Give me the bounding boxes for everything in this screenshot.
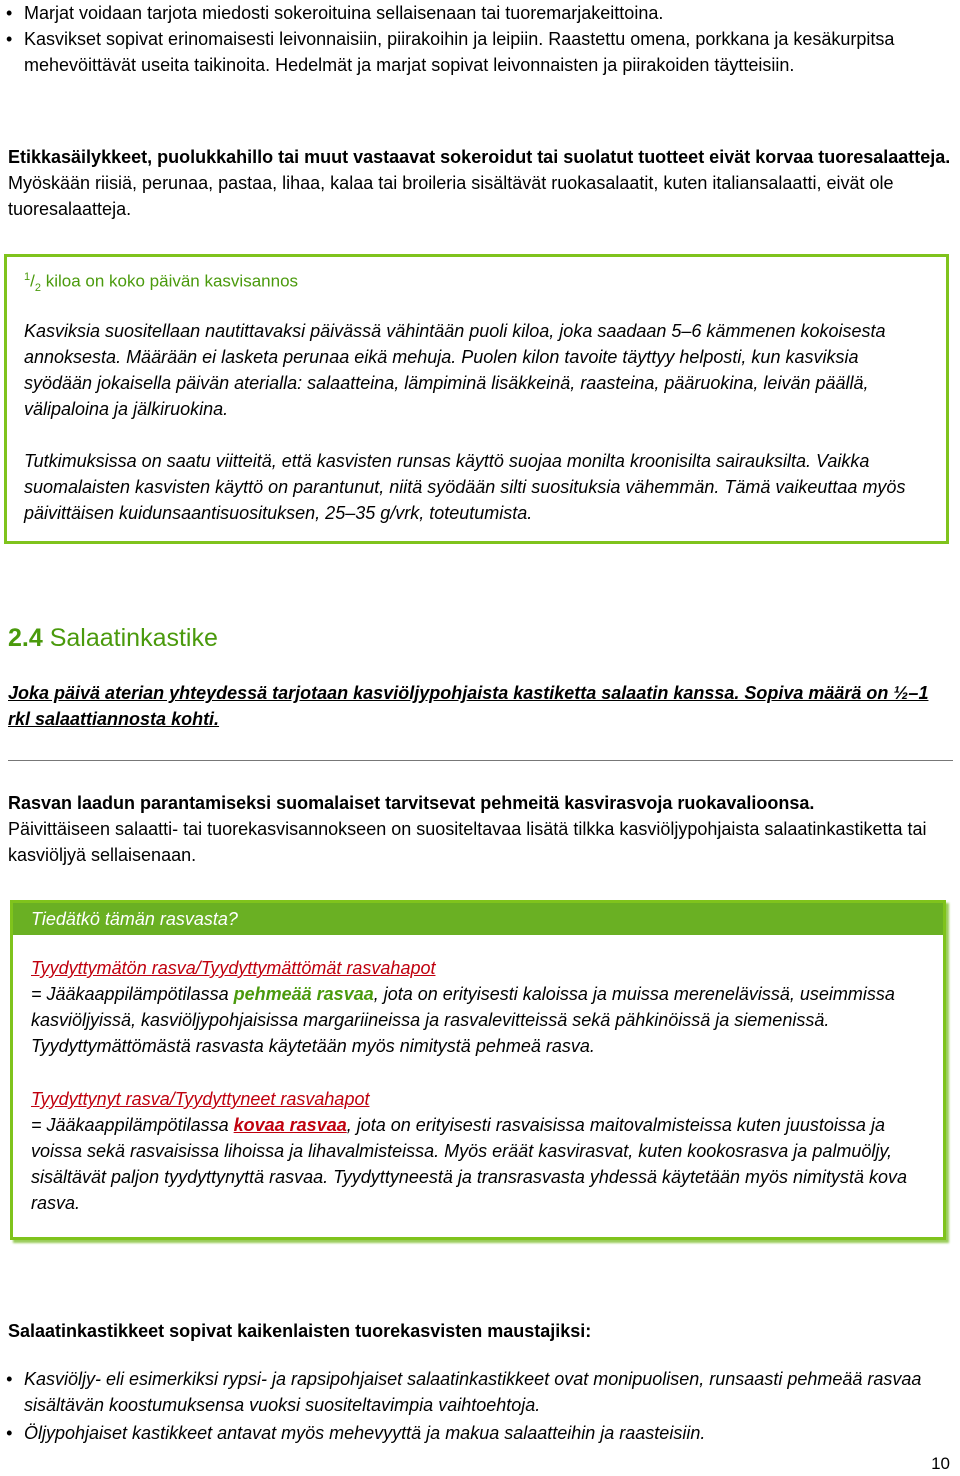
fat-paragraph: Rasvan laadun parantamiseksi suomalaiset tarvitsevat pehmeitä kasvirasvoja ruokavalioonsa. Päivittäiseen salaatti- tai tuorekasvisannokseen on suositeltavaa lisätä tilkka kasviöljypohjaista salaatinkastiketta tai kasviöljyä sellaisenaan. — [8, 793, 927, 865]
list-item-text: Kasvikset sopivat erinomaisesti leivonnaisiin, piirakoihin ja leipiin. Raastettu omena, porkkana ja kesäkurpitsa mehevöittävät useita taikinoita. Hedelmät ja marjat sopivat leivonnaisten ja piirakoiden täytteisiin. — [24, 29, 895, 75]
box-header: Tiedätkö tämän rasvasta? — [13, 903, 943, 935]
fat-definition-saturated: Tyydyttynyt rasva/Tyydyttyneet rasvahapot = Jääkaappilämpötilassa kovaa rasvaa, jota on erityisesti rasvaisissa maitovalmisteissa kuten juustoissa ja voissa sekä rasvaisissa lihoissa ja lihavalmisteissa. Myös eräät kasvirasvat, kuten kookosrasva ja palmuöljy, sisältävät paljon tyydyttynyttä rasvaa. Tyydyttyneestä ja transrasvasta yhdessä käytetään myös nimitystä kova rasva. — [31, 1089, 908, 1213]
section-intro: Joka päivä aterian yhteydessä tarjotaan kasviöljypohjaista kastiketta salaatin kanssa. Sopiva määrä on ½–1 rkl salaattiannosta kohti. — [8, 683, 929, 729]
top-bullet-list — [6, 0, 950, 78]
bottom-heading: Salaatinkastikkeet sopivat kaikenlaisten tuorekasvisten maustajiksi: — [8, 1321, 592, 1341]
list-item: • Marjat voidaan tarjota miedosti sokeroituina sellaisenaan tai tuoremarjakeittoina. — [6, 0, 950, 26]
list-item: • Kasviöljy- eli esimerkiksi rypsi- ja rapsipohjaiset salaatinkastikkeet ovat monipuolisen, runsaasti pehmeää rasvaa sisältävän koostumuksensa vuoksi suositeltavimpia vaihtoehtoja. — [6, 1366, 950, 1418]
info-box-vegetables — [4, 254, 949, 544]
box-paragraph-1: Kasviksia suositellaan nautittavaksi päivässä vähintään puoli kiloa, joka saadaan 5–6 kämmenen kokoisesta annoksesta. Määrään ei lasketa perunaa eikä mehuja. Puolen kilon tavoite täyttyy helposti, kun kasviksia syödään jokaisella päivän aterialla: salaatteina, lämpiminä lisäkkeinä, raasteina, pääruokina, leivän päällä, välipaloina ja jälkiruokina. — [24, 321, 886, 419]
info-box-fats — [10, 900, 946, 1240]
page-number: 10 — [931, 1454, 950, 1473]
salad-paragraph — [8, 144, 952, 222]
list-item: • Öljypohjaiset kastikkeet antavat myös mehevyyttä ja makua salaatteihin ja raasteisiin. — [6, 1420, 950, 1446]
box-paragraph-2: Tutkimuksissa on saatu viitteitä, että kasvisten runsas käyttö suojaa monilta kroonisilta sairauksilta. Vaikka suomalaisten kasvisten käyttö on parantunut, niitä syödään silti suosituksia vähemmän. Tämä vaikeuttaa myös päivittäisen kuidunsaantisuosituksen, 25–35 g/vrk, toteutumista. — [24, 451, 906, 523]
fat-definition-unsaturated: Tyydyttymätön rasva/Tyydyttymättömät rasvahapot = Jääkaappilämpötilassa pehmeää rasvaa, jota on erityisesti kaloissa ja muissa merenelävissä, useimmissa kasviöljyissä, kasviöljypohjaisissa margariineissa ja rasvalevitteissä sekä pähkinöissä ja siemenissä. Tyydyttymättömästä rasvasta käytetään myös nimitystä pehmeä rasva. — [31, 958, 895, 1056]
paragraph-bold: Etikkasäilykkeet, puolukkahillo tai muut vastaavat sokeroidut tai suolatut tuotteet eivät korvaa tuoresalaatteja. — [8, 147, 951, 167]
divider — [8, 760, 953, 761]
paragraph-text: Myöskään riisiä, perunaa, pastaa, lihaa, kalaa tai broileria sisältävät ruokasalaatit, kuten italiansalaatti, eivät ole tuoresalaatteja. — [8, 173, 894, 219]
box-title: $^1/_2$ kiloa on koko päivän kasvisannos — [24, 271, 299, 295]
list-item — [6, 26, 950, 78]
bottom-bullet-list — [6, 1366, 950, 1446]
section-heading: 2.4 Salaatinkastike — [8, 624, 218, 652]
